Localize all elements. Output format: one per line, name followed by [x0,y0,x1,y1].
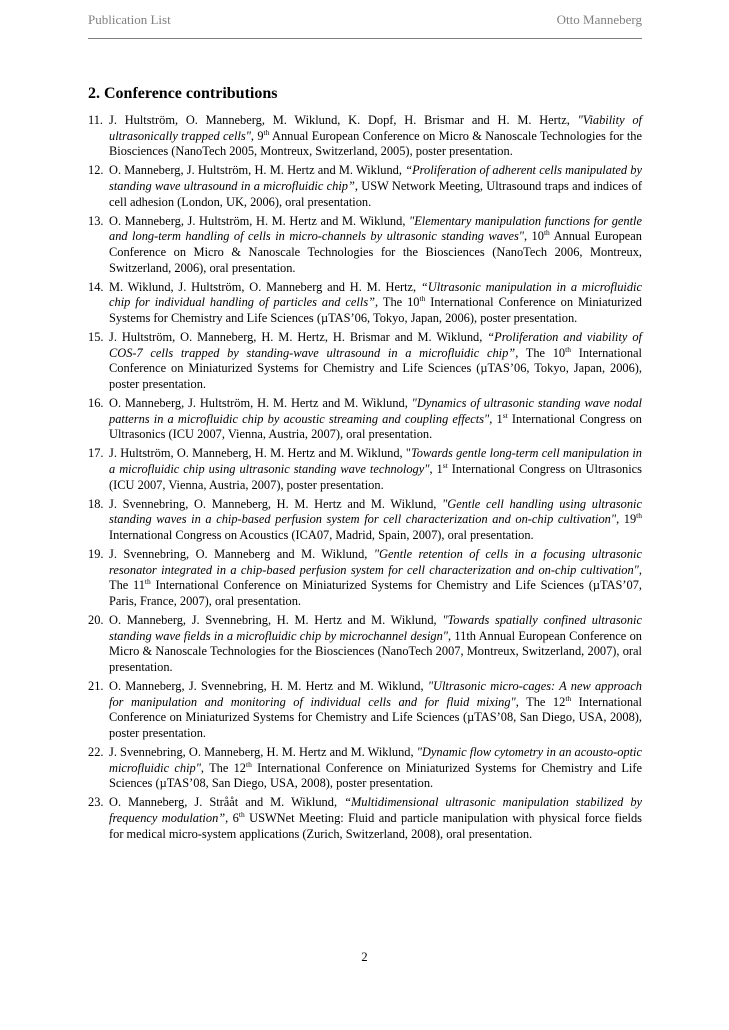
entry-citation [109,679,642,741]
publication-entry [88,446,642,493]
entry-title: "Gentle cell handling using ultrasonic standing waves in a chip-based perfusion system for cell characterization and on-chip cultivation" [109,496,642,527]
entry-venue-prefix: , The 10 [375,295,420,310]
entry-venue-prefix: , The 12 [515,694,566,709]
entry-number: 19. [88,547,104,562]
entry-title: Towards gentle long-term cell manipulation in a microfluidic chip using ultrasonic standing wave technology" [109,446,642,477]
entry-venue-prefix: , 11th Annual European Conference on Micro & Nanoscale Technologies for the Biosciences (NanoTech 2007, Montreux, Switzerland, 2007), oral presentation. [109,628,642,674]
entry-title: "Gentle retention of cells in a focusing ultrasonic resonator integrated in a chip-based perfusion system for cell characterization and on-chip cultivation" [109,547,642,577]
entry-title: “Proliferation of adherent cells manipulated by standing wave ultrasound in a microfluidic chip” [109,163,642,193]
entry-authors: O. Manneberg, J. Hultström, H. M. Hertz and M. Wiklund, [109,163,406,178]
entry-authors: O. Manneberg, J. Strååt and M. Wiklund, [109,795,345,810]
entry-title: "Dynamic flow cytometry in an acousto-optic microfluidic chip" [109,745,642,775]
entry-venue-prefix: , 9 [250,128,264,143]
publication-entry [88,163,642,210]
entry-title: "Elementary manipulation functions for gentle and long-term handling of cells in micro-channels by ultrasonic standing waves" [109,213,642,244]
entry-number: 15. [88,330,104,345]
entry-venue-prefix: , 10 [523,229,544,244]
publication-list [88,113,642,846]
entry-title: "Towards spatially confined ultrasonic standing wave fields in a microfluidic chip by microchannel design" [109,613,642,643]
entry-venue: International Congress on Ultrasonics (ICU 2007, Vienna, Austria, 2007), oral presentation. [109,411,642,442]
entry-title: “Multidimensional ultrasonic manipulation stabilized by frequency modulation” [109,795,643,826]
publication-entry [88,396,642,443]
publication-entry [88,745,642,792]
entry-authors: J. Hultström, O. Manneberg, M. Wiklund, K. Dopf, H. Brismar and H. M. Hertz, [109,113,578,127]
entry-citation [109,547,642,609]
entry-venue-prefix: , 19 [616,512,637,527]
entry-venue-prefix: , The 11 [109,562,642,593]
entry-number: 18. [88,496,104,511]
entry-ordinal-suffix: th [565,693,572,703]
page-number: 2 [361,950,368,964]
entry-number: 21. [88,679,104,694]
entry-title: “Ultrasonic manipulation in a microfluidic chip for individual handling of particles and cells” [109,279,642,310]
publication-entry [88,113,642,160]
entry-authors: J. Svennebring, O. Manneberg and M. Wiklund, [109,547,374,562]
entry-citation [109,330,642,392]
entry-venue: International Congress on Ultrasonics (ICU 2007, Vienna, Austria, 2007), poster presentation. [109,462,642,492]
page-header [88,12,642,28]
entry-ordinal-suffix: th [246,759,252,769]
entry-number: 23. [88,795,104,810]
publication-entry [88,795,642,842]
entry-number: 22. [88,745,104,760]
entry-venue: Annual European Conference on Micro & Nanoscale Technologies for the Biosciences (NanoTech 2005, Montreux, Switzerland, 2005), poster presentation. [109,128,643,159]
entry-authors: O. Manneberg, J. Svennebring, H. M. Hertz and M. Wiklund, [109,679,428,694]
entry-authors: J. Hultström, O. Manneberg, H. M. Hertz and M. Wiklund, " [109,446,411,461]
entry-number: 12. [88,163,104,178]
entry-venue: International Conference on Miniaturized Systems for Chemistry and Life Sciences (µTAS’08, San Diego, USA, 2008), poster presentation. [109,694,642,740]
entry-title: “Proliferation and viability of COS-7 cells trapped by standing-wave ultrasound in a microfluidic chip” [109,330,642,360]
header-rule [88,38,642,39]
entry-citation [109,795,642,842]
entry-title: "Ultrasonic micro-cages: A new approach for manipulation and monitoring of individual cells and for fluid mixing" [109,679,643,709]
entry-venue-prefix: , USW Network Meeting, Ultrasound traps and indices of cell adhesion (London, UK, 2006), oral presentation. [109,178,643,209]
entry-title: "Viability of ultrasonically trapped cells" [109,113,642,143]
entry-venue-prefix: , 6 [225,811,239,826]
entry-number: 13. [88,213,104,228]
entry-venue: International Congress on Acoustics (ICA07, Madrid, Spain, 2007), oral presentation. [109,528,534,542]
entry-number: 20. [88,613,104,628]
entry-authors: M. Wiklund, J. Hultström, O. Manneberg and H. M. Hertz, [109,279,421,294]
entry-ordinal-suffix: st [502,410,508,420]
entry-citation [109,613,642,675]
header-left-title: Publication List [88,12,171,27]
entry-ordinal-suffix: th [543,228,550,238]
header-author-name: Otto Manneberg [556,12,642,27]
entry-venue-prefix: , The 10 [515,345,566,360]
entry-citation [109,446,642,493]
entry-venue-prefix: , 1 [489,411,503,426]
entry-ordinal-suffix: th [144,577,151,587]
entry-citation [109,214,642,276]
entry-authors: J. Svennebring, O. Manneberg, H. M. Hertz and M. Wiklund, [109,496,443,511]
entry-number: 16. [88,396,104,411]
entry-authors: O. Manneberg, J. Hultström, H. M. Hertz and M. Wiklund, [109,213,410,228]
entry-number: 11. [88,113,104,127]
entry-title: "Dynamics of ultrasonic standing wave nodal patterns in a microfluidic chip by acoustic streaming and coupling effects" [109,396,642,426]
entry-venue-prefix: , 1 [429,462,443,477]
entry-number: 17. [88,446,104,461]
entry-citation [109,163,642,210]
entry-citation [109,280,642,327]
publication-entry [88,497,642,544]
publication-entry [88,280,642,327]
entry-venue: International Conference on Miniaturized Systems for Chemistry and Life Sciences (µTAS’07, Paris, France, 2007), oral presentation. [109,578,643,608]
publication-entry [88,679,642,741]
entry-ordinal-suffix: th [263,127,270,137]
entry-venue: International Conference on Miniaturized Systems for Chemistry and Life Sciences (µTAS’06, Tokyo, Japan, 2006), poster presentation. [109,295,642,325]
entry-ordinal-suffix: th [419,294,426,304]
entry-venue: International Conference on Miniaturized Systems for Chemistry and Life Sciences (µTAS’06, Tokyo, Japan, 2006), poster presentation. [109,345,642,391]
section-title: 2. Conference contributions [88,85,278,102]
entry-venue: USWNet Meeting: Fluid and particle manipulation with physical force fields for medical micro-system applications (Zurich, Switzerland, 2008), oral presentation. [109,811,642,841]
entry-authors: O. Manneberg, J. Svennebring, H. M. Hertz and M. Wiklund, [109,613,443,628]
entry-venue-prefix: , The 12 [200,760,246,775]
entry-citation [109,497,642,544]
publication-entry [88,613,642,675]
publication-entry [88,547,642,609]
entry-venue: Annual European Conference on Micro & Nanoscale Technologies for the Biosciences (NanoTech 2006, Montreux, Switzerland, 2006), oral presentation. [109,229,642,275]
entry-citation [109,396,642,443]
entry-citation [109,113,642,160]
entry-venue: International Conference on Miniaturized Systems for Chemistry and Life Sciences (µTAS’08, San Diego, USA, 2008), poster presentation. [109,760,642,791]
entry-authors: J. Hultström, O. Manneberg, H. M. Hertz, H. Brismar and M. Wiklund, [109,330,488,345]
entry-number: 14. [88,279,104,294]
entry-ordinal-suffix: st [442,461,448,471]
entry-ordinal-suffix: th [238,810,245,820]
entry-authors: J. Svennebring, O. Manneberg, H. M. Hertz and M. Wiklund, [109,745,417,760]
entry-ordinal-suffix: th [565,344,571,354]
entry-ordinal-suffix: th [636,511,642,521]
entry-citation [109,745,642,792]
publication-entry [88,330,642,392]
entry-authors: O. Manneberg, J. Hultström, H. M. Hertz and M. Wiklund, [109,396,412,411]
publication-entry [88,214,642,276]
